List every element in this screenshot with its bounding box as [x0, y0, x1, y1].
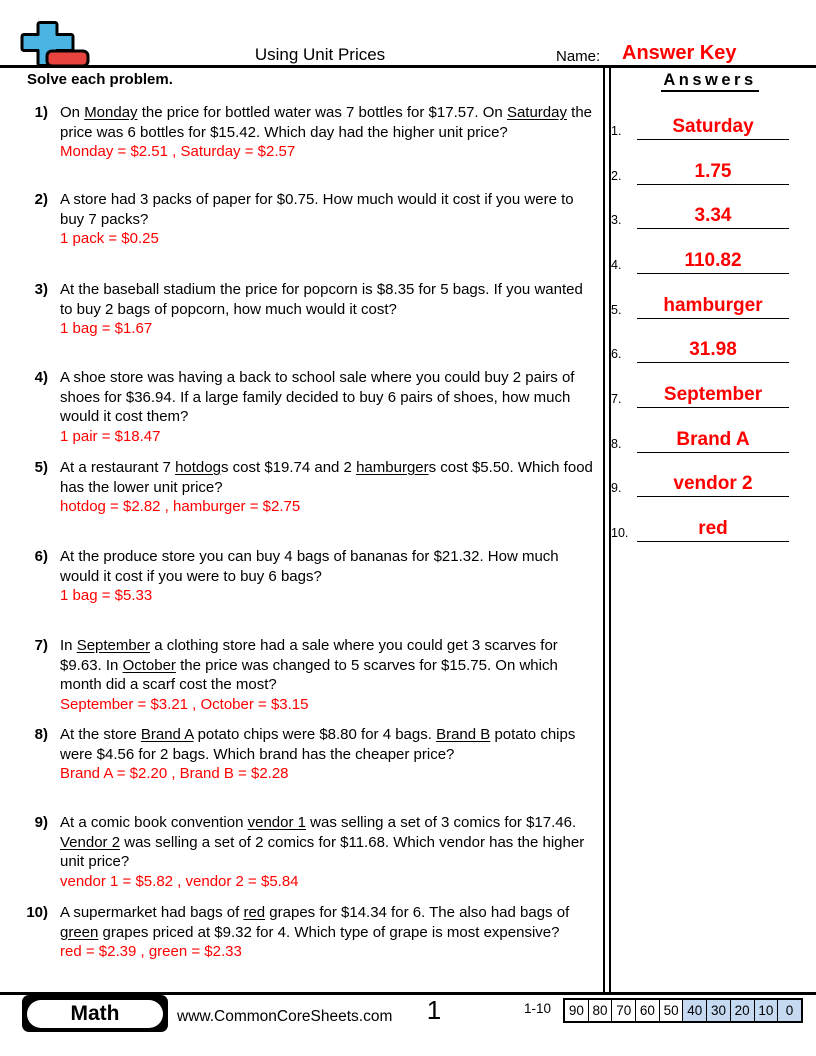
- question-text: A supermarket had bags of: [60, 904, 244, 921]
- question-text: was selling a set of 3 comics for $17.46.: [305, 814, 577, 831]
- problem-body: [60, 368, 598, 446]
- answer-value: 110.82: [684, 250, 742, 271]
- answer-value: hamburger: [663, 295, 763, 316]
- question-text: At a restaurant 7: [60, 459, 176, 476]
- problem-number: 8): [34, 726, 48, 743]
- problem-work-answer: 1 bag = $1.67: [60, 320, 153, 337]
- subject-pill: [27, 1000, 163, 1028]
- answer-number: 2.: [611, 169, 622, 183]
- question-text: potato chips were $4.56 for 2 bags. Which brand has the cheaper price?: [60, 726, 576, 763]
- answer-number: 3.: [611, 213, 622, 227]
- score-cell: 90: [568, 1003, 584, 1018]
- problem-7: [0, 636, 600, 714]
- problem-4: [0, 368, 600, 446]
- problem-question: [60, 636, 598, 695]
- answer-blank: [637, 198, 789, 229]
- answer-value: September: [663, 384, 763, 405]
- underlined-term: September: [76, 637, 151, 654]
- score-grid: [563, 998, 803, 1023]
- answers-title-text: Answers: [661, 71, 758, 92]
- problem-number: 2): [34, 191, 48, 208]
- question-text: s cost $19.74 and 2: [220, 459, 357, 476]
- problem-number: 10): [26, 904, 48, 921]
- question-text: A shoe store was having a back to school sale where you could buy 2 pairs of shoes for $36.94. If a large family decided to buy 6 pairs of shoes, how much would it cost them?: [60, 369, 575, 425]
- problem-number: 4): [34, 369, 48, 386]
- problem-6: [0, 547, 600, 606]
- problem-number: 6): [34, 548, 48, 565]
- answer-blank: [637, 243, 789, 274]
- problem-question: [60, 103, 598, 142]
- problem-body: [60, 103, 598, 162]
- underlined-term: Vendor 2: [60, 833, 121, 851]
- answer-blank: [637, 154, 789, 185]
- header-rule: [0, 65, 816, 68]
- question-text: At the store: [60, 726, 141, 743]
- underlined-term: Saturday: [506, 104, 567, 121]
- answer-number: 5.: [611, 303, 622, 317]
- commoncoresheets-logo: [19, 20, 91, 70]
- score-cell: 80: [588, 1000, 612, 1021]
- answer-number: 1.: [611, 124, 622, 138]
- score-cell: 60: [635, 1000, 659, 1021]
- problem-work-answer: Monday = $2.51 , Saturday = $2.57: [60, 143, 296, 160]
- problem-5: [0, 458, 600, 517]
- problem-number: 7): [34, 637, 48, 654]
- answer-value: 1.75: [694, 161, 732, 182]
- score-cell: 20: [730, 1000, 754, 1021]
- problem-question: [60, 813, 598, 872]
- answer-blank: [637, 332, 789, 363]
- subject-label: Math: [70, 1001, 120, 1025]
- problem-body: [60, 547, 598, 606]
- question-text: the price for bottled water was 7 bottles for $17.57. On: [137, 104, 507, 121]
- answer-value: 3.34: [694, 205, 732, 226]
- underlined-term: green: [60, 923, 99, 941]
- name-label: Name:: [556, 48, 601, 65]
- underlined-term: red: [243, 904, 266, 921]
- question-text: was selling a set of 2 comics for $11.68. Which vendor has the higher unit price?: [60, 833, 585, 870]
- question-text: At a comic book convention: [60, 814, 248, 831]
- underlined-term: October: [122, 656, 176, 674]
- problem-work-answer: Brand A = $2.20 , Brand B = $2.28: [60, 765, 289, 782]
- problem-1: [0, 103, 600, 162]
- page-title: Using Unit Prices: [254, 45, 386, 64]
- problem-work-answer: 1 pair = $18.47: [60, 427, 161, 445]
- problem-body: [60, 725, 598, 784]
- problem-question: [60, 190, 598, 229]
- problem-number: 1): [34, 104, 48, 121]
- underlined-term: hotdog: [175, 459, 221, 476]
- score-cell: 30: [706, 1000, 730, 1021]
- name-value-answer-key: Answer Key: [622, 42, 737, 64]
- answer-number: 7.: [611, 392, 622, 406]
- answer-blank: [637, 466, 789, 497]
- question-text: On: [60, 104, 85, 121]
- underlined-term: hamburger: [356, 459, 429, 476]
- problem-number: 9): [34, 814, 48, 831]
- problem-question: [60, 458, 598, 497]
- answer-value: 31.98: [689, 339, 737, 360]
- answer-value: Brand A: [676, 429, 750, 450]
- column-divider: [603, 66, 611, 993]
- problem-number: 3): [34, 281, 48, 298]
- problem-work-answer: September = $3.21 , October = $3.15: [60, 695, 309, 713]
- problem-9: [0, 813, 600, 891]
- problem-body: [60, 280, 598, 339]
- answer-blank: [637, 288, 789, 319]
- score-range-label: 1-10: [524, 1001, 552, 1016]
- score-cell: 10: [754, 1000, 778, 1021]
- problem-body: [60, 636, 598, 714]
- problem-question: [60, 280, 598, 319]
- answer-number: 8.: [611, 437, 622, 451]
- problem-work-answer: 1 pack = $0.25: [60, 230, 159, 247]
- problem-3: [0, 280, 600, 339]
- problem-8: [0, 725, 600, 784]
- question-text: At the produce store you can buy 4 bags of bananas for $21.32. How much would it cost if you were to buy 6 bags?: [60, 548, 559, 585]
- answer-blank: [637, 109, 789, 140]
- score-cell: 70: [611, 1000, 635, 1021]
- answers-column-title: [612, 71, 808, 90]
- problem-work-answer: red = $2.39 , green = $2.33: [60, 943, 242, 960]
- answer-value: red: [698, 518, 728, 539]
- answer-value: vendor 2: [673, 473, 753, 494]
- underlined-term: vendor 1: [247, 814, 306, 831]
- problem-question: [60, 547, 598, 586]
- underlined-term: Brand A: [140, 726, 194, 743]
- problem-10: [0, 903, 600, 962]
- underlined-term: Monday: [84, 104, 138, 121]
- question-text: grapes for $14.34 for 6. The also had bags of: [265, 904, 570, 921]
- question-text: s cost $5.50. Which food has the lower unit price?: [60, 459, 593, 496]
- answer-value: Saturday: [672, 116, 754, 137]
- score-cell: 40: [682, 1000, 706, 1021]
- problem-work-answer: hotdog = $2.82 , hamburger = $2.75: [60, 498, 301, 515]
- score-cell: 0: [777, 1000, 801, 1021]
- problem-body: [60, 458, 598, 517]
- problem-body: [60, 903, 598, 962]
- question-text: potato chips were $8.80 for 4 bags.: [193, 726, 437, 743]
- underlined-term: Brand B: [436, 726, 491, 743]
- problem-body: [60, 190, 598, 249]
- problem-body: [60, 813, 598, 891]
- answer-blank: [637, 377, 789, 408]
- problem-2: [0, 190, 600, 249]
- question-text: At the baseball stadium the price for popcorn is $8.35 for 5 bags. If you wanted to buy 2 bags of popcorn, how much would it cost?: [60, 281, 583, 318]
- answer-blank: [637, 422, 789, 453]
- score-cell: 50: [659, 1000, 683, 1021]
- question-text: the price was changed to 5 scarves for $15.75. On which month did a scarf cost the most?: [60, 656, 558, 693]
- page-number: 1: [426, 995, 442, 1025]
- problem-work-answer: 1 bag = $5.33: [60, 587, 153, 604]
- subject-badge: [22, 995, 168, 1032]
- question-text: a clothing store had a sale where you could get 3 scarves for $9.63. In: [60, 637, 558, 674]
- question-text: A store had 3 packs of paper for $0.75. How much would it cost if you were to buy 7 packs?: [60, 191, 574, 228]
- instructions: Solve each problem.: [27, 71, 173, 88]
- problem-question: [60, 368, 598, 427]
- problem-question: [60, 903, 598, 942]
- answer-number: 9.: [611, 481, 622, 495]
- website-url: www.CommonCoreSheets.com: [177, 1008, 393, 1025]
- answer-blank: [637, 511, 789, 542]
- problem-work-answer: vendor 1 = $5.82 , vendor 2 = $5.84: [60, 872, 299, 890]
- plus-minus-icon: [19, 20, 91, 70]
- problem-number: 5): [34, 459, 48, 476]
- answer-number: 4.: [611, 258, 622, 272]
- question-text: the price was 6 bottles for $15.42. Which day had the higher unit price?: [60, 104, 593, 141]
- question-text: In: [60, 637, 77, 654]
- problem-question: [60, 725, 598, 764]
- answer-number: 6.: [611, 347, 622, 361]
- answer-number: 10.: [611, 526, 629, 540]
- question-text: grapes priced at $9.32 for 4. Which type of grape is most expensive?: [98, 923, 560, 941]
